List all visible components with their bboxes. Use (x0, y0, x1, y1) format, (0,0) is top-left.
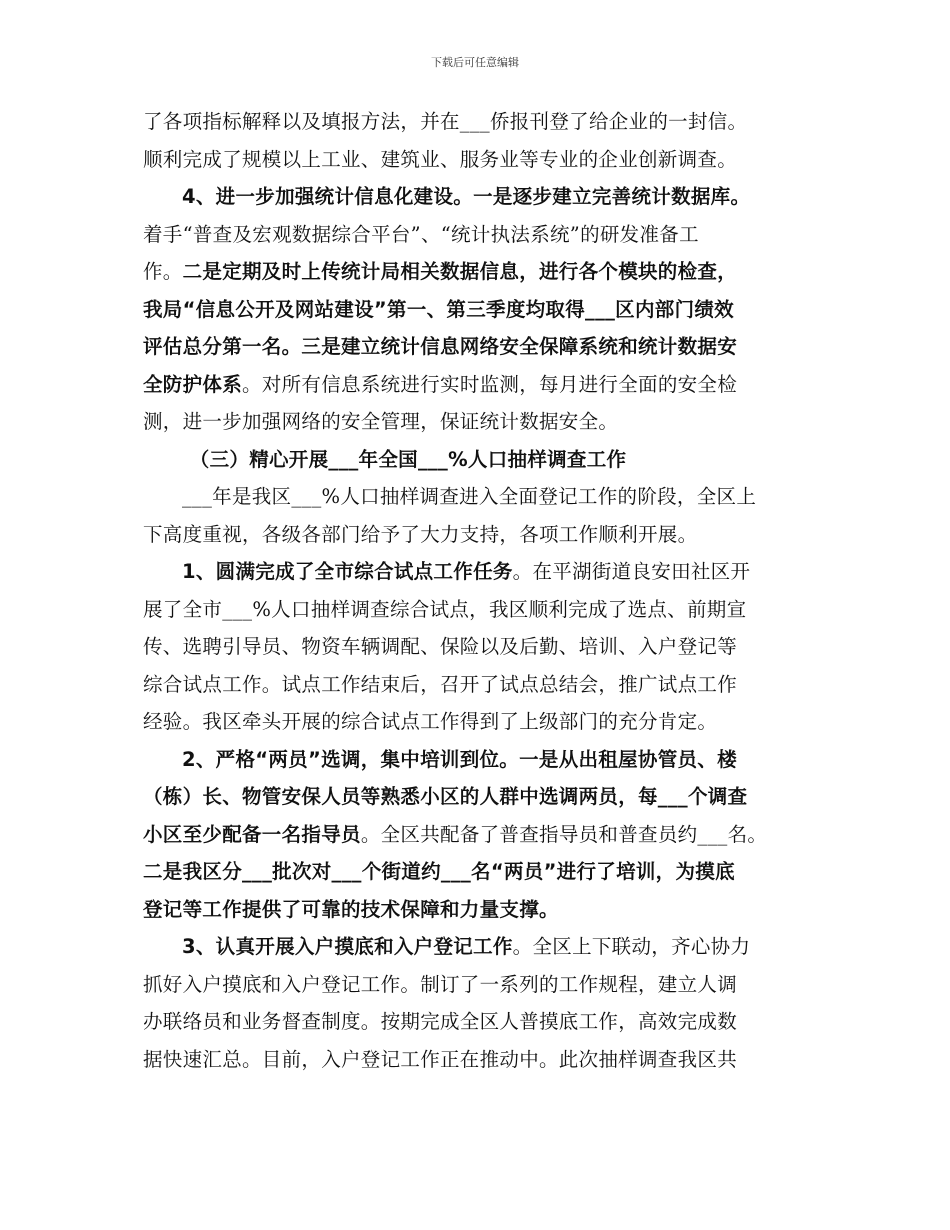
bold-text: 1、圆满完成了全市综合试点工作任务 (182, 560, 513, 583)
text-line: 传、选聘引导员、物资车辆调配、保险以及后勤、培训、入户登记等 (143, 635, 738, 658)
section-heading (143, 441, 811, 479)
text-line: 办联络员和业务督查制度。按期完成全区人普摸底工作，高效完成数 (143, 1010, 738, 1033)
bold-text: 二是定期及时上传统计局相关数据信息，进行各个模块的检查， (182, 260, 738, 283)
bold-text: 小区至少配备一名指导员 (143, 822, 361, 846)
paragraph (143, 178, 811, 441)
text-line: 下高度重视，各级各部门给予了大力支持，各项工作顺利开展。 (143, 522, 698, 546)
bold-text: 评估总分第一名。三是建立统计信息网络安全保障系统和统计数据安 (143, 335, 738, 358)
text-line: 着手“普查及宏观数据综合平台”、“统计执法系统”的研发准备工 (143, 222, 699, 246)
text-line (143, 891, 811, 929)
plain-text: 。在平湖街道良安田社区开 (512, 560, 751, 583)
plain-text: 作。 (143, 260, 183, 283)
plain-text: 。全区共配备了普查指导员和普查员约___名。 (360, 822, 768, 846)
text-line (143, 553, 811, 591)
text-line (143, 253, 811, 291)
text-line (143, 853, 811, 891)
text-line (143, 328, 811, 366)
bold-text: 二是我区分___批次对___个街道约___名“两员”进行了培训，为摸底 (143, 860, 735, 883)
paragraph (143, 478, 811, 553)
bold-text: （三）精心开展___年全国___%人口抽样调查工作 (189, 447, 627, 471)
text-line (143, 178, 811, 216)
bold-text: 3、认真开展入户摸底和入户登记工作 (182, 935, 513, 958)
text-line: 综合试点工作。试点工作结束后，召开了试点总结会，推广试点工作 (143, 672, 738, 696)
page-header: 下载后可任意编辑 (431, 56, 519, 69)
plain-text: 。对所有信息系统进行实时监测，每月进行全面的安全检 (242, 372, 738, 396)
text-line: 了各项指标解释以及填报方法，并在___侨报刊登了给企业的一封信。 (143, 110, 748, 133)
bold-text: 登记等工作提供了可靠的技术保障和力量支撑。 (143, 897, 559, 921)
text-line: 顺利完成了规模以上工业、建筑业、服务业等专业的企业创新调查。 (143, 147, 738, 171)
text-line: 据快速汇总。目前，入户登记工作正在推动中。此次抽样调查我区共 (143, 1047, 738, 1071)
text-line (143, 441, 811, 479)
bold-text: 我局“信息公开及网站建设”第一、第三季度均取得___区内部门绩效 (143, 297, 734, 321)
text-line (143, 741, 811, 779)
bold-text: 全防护体系 (143, 372, 243, 396)
text-line (143, 291, 811, 329)
document-body (143, 103, 811, 1078)
text-line: 展了全市___%人口抽样调查综合试点，我区顺利完成了选点、前期宣 (143, 597, 747, 621)
paragraph (143, 741, 811, 929)
paragraph (143, 928, 811, 1078)
plain-text: 。全区上下联动，齐心协力 (512, 935, 751, 958)
text-line (143, 366, 811, 404)
bold-text: 4、进一步加强统计信息化建设。一是逐步建立完善统计数据库。 (182, 185, 751, 208)
text-line: 抓好入户摸底和入户登记工作。制订了一系列的工作规程，建立人调 (143, 972, 738, 996)
text-line (143, 778, 811, 816)
text-line: 经验。我区牵头开展的综合试点工作得到了上级部门的充分肯定。 (143, 710, 718, 733)
paragraph (143, 103, 811, 178)
text-line: ___年是我区___%人口抽样调查进入全面登记工作的阶段，全区上 (182, 485, 757, 508)
bold-text: （栋）长、物管安保人员等熟悉小区的人群中选调两员，每___个调查 (143, 785, 748, 808)
bold-text: 2、严格“两员”选调，集中培训到位。一是从出租屋协管员、楼 (182, 747, 737, 771)
text-line (143, 816, 811, 854)
text-line: 测，进一步加强网络的安全管理，保证统计数据安全。 (143, 410, 619, 433)
text-line (143, 928, 811, 966)
paragraph (143, 553, 811, 741)
